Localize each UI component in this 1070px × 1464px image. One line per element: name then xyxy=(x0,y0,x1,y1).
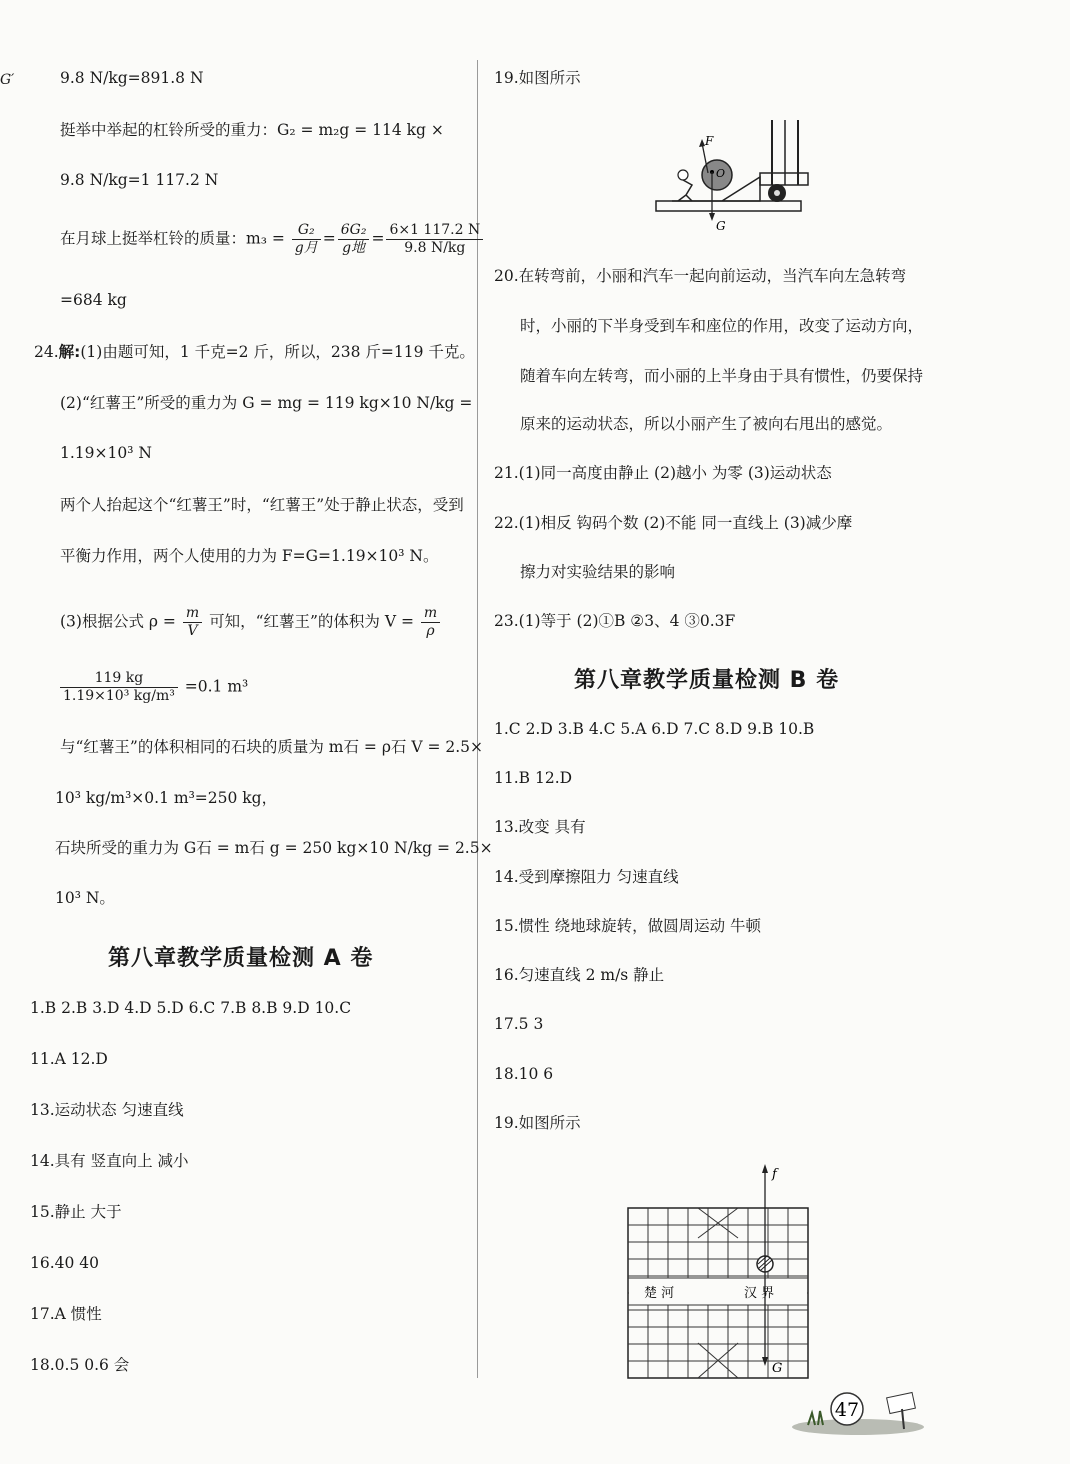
edge-mark: G′ xyxy=(0,72,15,88)
q24-line-8: 与“红薯王”的体积相同的石块的质量为 m石 = ρ石 V = 2.5× xyxy=(60,738,484,756)
fraction-6g2-over-gearth: $\frac{\text{6G₂}}{\text{g地}}$ xyxy=(338,222,370,257)
fraction-g2-over-gmoon: $\frac{\text{G₂}}{\text{g月}}$ xyxy=(292,222,321,257)
left-line-4: 在月球上挺举杠铃的质量：m₃ = $\frac{\text{G₂}}{\text{g月}}$ = $\frac{\text{6G₂}}{\text{g地}}$ = $\frac{6\times 1 117.2 N}{9.8 N/kg}$ xyxy=(60,222,485,257)
b-answers-2: 11.B 12.D xyxy=(494,769,573,787)
truck-bed xyxy=(760,173,808,185)
q23-line: 23.(1)等于 (2)①B ②3、4 ③0.3F xyxy=(494,612,736,630)
q24-line-6: (3)根据公式 ρ = $\frac{m}{V}$ 可知，“红薯王”的体积为 V = $\frac{m}{\rho}$ xyxy=(60,605,442,640)
label-f: F xyxy=(705,134,714,148)
signpost-icon xyxy=(887,1392,916,1413)
q20-line-1: 20.在转弯前，小丽和汽车一起向前运动，当汽车向左急转弯 xyxy=(494,267,907,285)
q24-line-11: 10³ N。 xyxy=(55,889,115,907)
q24-line-1: 24.解:(1)由题可知，1 千克=2 斤，所以，238 斤=119 千克。 xyxy=(34,343,475,361)
left-line-2: 挺举中举起的杠铃所受的重力：G₂ = m₂g = 114 kg × xyxy=(60,121,444,139)
person-head xyxy=(678,170,688,180)
label-f-small: f xyxy=(772,1167,777,1182)
fraction-numeric: $\frac{6\times 1 117.2 N}{9.8 N/kg}$ xyxy=(386,222,483,257)
b-answers-8: 18.10 6 xyxy=(494,1065,554,1083)
q20-line-3: 随着车向左转弯，而小丽的上半身由于具有惯性，仍要保持 xyxy=(520,367,924,385)
q21-line: 21.(1)同一高度由静止 (2)越小 为零 (3)运动状态 xyxy=(494,464,832,482)
b-answers-4: 14.受到摩擦阻力 匀速直线 xyxy=(494,868,679,886)
a-answers-5: 15.静止 大于 xyxy=(30,1203,122,1221)
section-title-b: 第八章教学质量检测 B 卷 xyxy=(574,668,840,693)
q22-line-1: 22.(1)相反 钩码个数 (2)不能 同一直线上 (3)减少摩 xyxy=(494,514,853,532)
section-title-a: 第八章教学质量检测 A 卷 xyxy=(108,946,374,971)
a-answers-7: 17.A 惯性 xyxy=(30,1305,102,1323)
label-o: O xyxy=(716,167,726,180)
b-answers-3: 13.改变 具有 xyxy=(494,818,586,836)
b-answers-1: 1.C 2.D 3.B 4.C 5.A 6.D 7.C 8.D 9.B 10.B xyxy=(494,720,815,738)
page-number: 47 xyxy=(834,1399,860,1421)
q24-line-7: $\frac{119 kg}{\text{1.19×10³ kg/m³}}$ =0.1 m³ xyxy=(58,670,248,705)
left-line-5: =684 kg xyxy=(60,291,127,309)
ground-plank xyxy=(656,201,801,211)
river-label-left: 楚 河 xyxy=(644,1286,675,1301)
q24-line-4: 两个人抬起这个“红薯王”时，“红薯王”处于静止状态，受到 xyxy=(60,496,464,514)
force-f-arrowhead xyxy=(762,1164,768,1173)
a-answers-3: 13.运动状态 匀速直线 xyxy=(30,1101,184,1119)
a-answers-4: 14.具有 竖直向上 减小 xyxy=(30,1152,189,1170)
river-label-right: 汉 界 xyxy=(744,1286,775,1301)
q24-line-2: (2)“红薯王”所受的重力为 G = mg = 119 kg×10 N/kg = xyxy=(60,394,473,412)
q24-line-5: 平衡力作用，两个人使用的力为 F=G=1.19×10³ N。 xyxy=(60,547,439,565)
a-answers-2: 11.A 12.D xyxy=(30,1050,108,1068)
q24-line-10: 石块所受的重力为 G石 = m石 g = 250 kg×10 N/kg = 2.5× xyxy=(55,839,493,857)
q20-line-4: 原来的运动状态，所以小丽产生了被向右甩出的感觉。 xyxy=(520,415,893,433)
left-line-3: 9.8 N/kg=1 117.2 N xyxy=(60,171,219,189)
q24-line-9: 10³ kg/m³×0.1 m³=250 kg， xyxy=(55,789,278,807)
figure-chess-board xyxy=(620,1158,820,1383)
left-line-1: 9.8 N/kg=891.8 N xyxy=(60,69,204,87)
figure-truck-ramp xyxy=(650,115,810,240)
moon-mass-prefix: 在月球上挺举杠铃的质量：m₃ = xyxy=(60,229,285,248)
b-answers-7: 17.5 3 xyxy=(494,1015,544,1033)
truck-wheel-hub xyxy=(774,190,780,196)
column-divider xyxy=(477,60,478,1378)
force-g-arrowhead xyxy=(709,213,715,221)
a-answers-1: 1.B 2.B 3.D 4.D 5.D 6.C 7.B 8.B 9.D 10.C xyxy=(30,999,352,1017)
fraction-volume: $\frac{119 kg}{\text{1.19×10³ kg/m³}}$ xyxy=(60,670,178,705)
q24-line-3: 1.19×10³ N xyxy=(60,444,152,462)
fraction-m-over-rho: $\frac{m}{\rho}$ xyxy=(421,605,440,640)
fraction-m-over-v: $\frac{m}{V}$ xyxy=(183,605,202,640)
q20-line-2: 时，小丽的下半身受到车和座位的作用，改变了运动方向， xyxy=(520,317,924,335)
q19-label: 19.如图所示 xyxy=(494,69,581,87)
b-answers-6: 16.匀速直线 2 m/s 静止 xyxy=(494,966,665,984)
a-answers-6: 16.40 40 xyxy=(30,1254,100,1272)
q22-line-2: 擦力对实验结果的影响 xyxy=(520,563,676,581)
label-g-board: G xyxy=(772,1361,783,1376)
b-answers-9: 19.如图所示 xyxy=(494,1114,581,1132)
b-answers-5: 15.惯性 绕地球旋转，做圆周运动 牛顿 xyxy=(494,917,762,935)
person-body xyxy=(678,180,692,201)
label-g: G xyxy=(716,219,726,233)
a-answers-8: 18.0.5 0.6 会 xyxy=(30,1356,130,1374)
page-number-badge xyxy=(790,1385,930,1450)
